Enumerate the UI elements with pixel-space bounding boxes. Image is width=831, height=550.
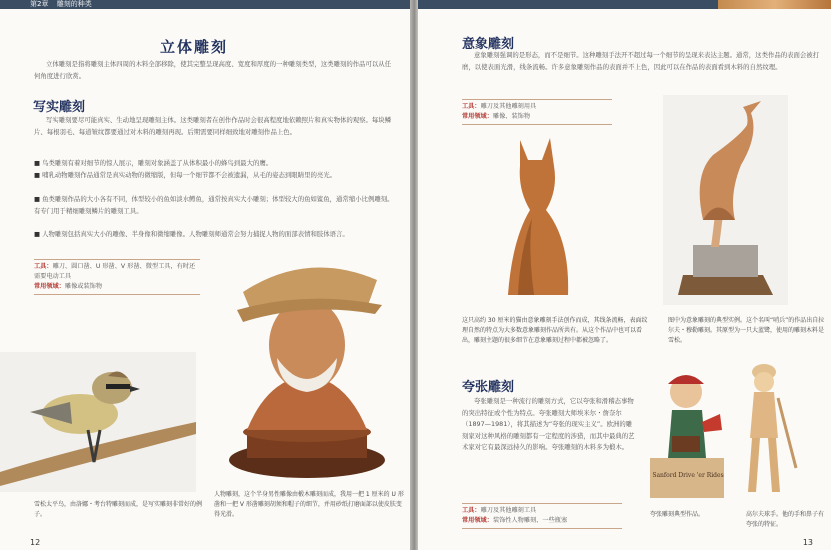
- caricature-fields-label: 常用领域：: [462, 517, 493, 524]
- caricature-paragraph: 夸张雕刻是一种流行的雕刻方式，它以夸张和滑稽态事物的突出特征或个性为特点。夸张雕刻大师埃米尔・詹奈尔（1897—1981），将其描述为“夸张的现实主义”。欧洲的雕刻家对这种风格的雕刻都有一定程度的涉猎，而其中最典的艺术家对它有最深远持久的影响。夸张雕刻的木料多为椴木。: [462, 397, 635, 451]
- bullet-fish: ■ 鱼类雕刻作品的大小各有不同，体型较小的鱼如淡水鳟鱼，通常按真实大小雕刻；体型较大的鱼如鲨鱼，通常缩小比例雕刻。有专门用于精细雕刻鳞片的雕刻工具。: [34, 194, 394, 217]
- caricature-tools-box: [462, 503, 622, 529]
- section-heading-abstract: 意象雕刻: [462, 37, 515, 52]
- realistic-paragraph: 写实雕刻要尽可能真实、生动地呈现雕刻主体。这类雕刻者在创作作品时会很高程度地依赖照片和真实物体的观察。每块鳞片、每根羽毛、每道皱纹都要通过对木料的雕刻再现。后期需要同样细致地对雕刻作品上色。: [34, 116, 392, 136]
- tools-line: [34, 262, 200, 282]
- realistic-tools-box: [34, 259, 200, 295]
- caricature-tools-label: 工具：: [462, 507, 481, 514]
- bird-illustration: [0, 352, 196, 492]
- chapter-header-bar-right: [418, 0, 718, 9]
- tools-value: 雕刀、圆口凿、U 形凿、V 形凿、微型工具，有时还需要电动工具: [34, 263, 196, 280]
- abstract-tools-value: 雕刀及其他雕刻用具: [480, 103, 537, 110]
- heron-illustration: [663, 95, 788, 305]
- sign-text: Sanford Drive 'er Rides: [652, 472, 724, 479]
- page-number-left: 12: [30, 538, 41, 547]
- page-title: 立体雕刻: [160, 38, 229, 56]
- caricature-tools-value: 雕刀及其他雕刻工具: [480, 507, 537, 514]
- bullet-mammals: ■ 哺乳动物雕刻作品通常是真实动物的微缩版，但每一个细节都不会被遗漏，从毛的姿态到眼睛里的亮光。: [34, 170, 394, 182]
- heron-caption: 图中为意象雕刻的典型实例。这个名叫“哨兵”的作品出自拉尔夫・穆勒雕刻。其原型为一只大蓝鹭，使用的雕刻木料是雪松。: [668, 317, 825, 344]
- fields-line: [34, 282, 200, 292]
- bird-photo: [0, 352, 196, 492]
- chapter-header-bar: [0, 0, 412, 9]
- abstract-tools-label: 工具：: [462, 103, 481, 110]
- fields-label: 常用领域：: [34, 283, 65, 290]
- bird-caption: 雪松太平鸟，由洛娜・考台特雕刻而成，是写实雕刻非常好的例子。: [34, 501, 203, 518]
- abstract-tools-line: [462, 102, 612, 112]
- cat-illustration: [488, 130, 588, 305]
- tools-label: 工具：: [34, 263, 53, 270]
- pirate-photo: [642, 362, 732, 502]
- chapter-number: 第2章: [30, 0, 49, 8]
- bust-illustration: [207, 250, 407, 480]
- golfer-illustration: [734, 358, 804, 498]
- abstract-tools-box: [462, 99, 612, 125]
- bullet-figures: ■ 人物雕刻包括真实大小的雕像、半身像和微缩雕像。人物雕刻师通常会努力捕捉人物的面部表情和肢体语言。: [34, 229, 394, 241]
- pirate-caption: 夸张雕刻典型作品。: [650, 511, 705, 518]
- cat-photo: [488, 130, 588, 305]
- abstract-fields-line: [462, 112, 612, 122]
- bust-photo: [207, 250, 407, 480]
- header-wood-strip: [718, 0, 831, 9]
- fields-value: 雕像或装饰物: [64, 283, 103, 290]
- abstract-fields-value: 雕像、装饰物: [492, 113, 531, 120]
- intro-paragraph: 立体雕刻是指将雕刻主体四周的木料全部移除，使其完整呈现高度、宽度和厚度的一种雕刻类型，这类雕刻的作品可以从任何角度进行欣赏。: [34, 60, 392, 80]
- section-heading-realistic: 写实雕刻: [33, 100, 86, 115]
- abstract-paragraph: 意象雕刻强调的是形态，而不是细节。这种雕刻手法开不超过每一个细节的呈现来表达主题。通常，这类作品的表面会被打磨，以使表面光滑，线条流畅。许多意象雕刻作品的表面并不上色，因此可以在作品的表面看到木料的自然纹理。: [462, 51, 820, 71]
- cat-caption: 这只高约 30 厘米的猫由意象雕刻手法创作而成，其线条流畅，表面纹理自然的特点为大多数意象雕刻作品所共有。从这个作品中也可以看出，雕刻主题的很多细节在意象雕刻过程中都被忽略了。: [462, 317, 648, 344]
- abstract-fields-label: 常用领域：: [462, 113, 493, 120]
- bullet-birds: ■ 鸟类雕刻有着对细节的惊人展示，雕刻对象涵盖了从体积最小的蜂鸟到最大的鹰。: [34, 158, 394, 170]
- left-page: [0, 0, 412, 550]
- heron-photo: [663, 95, 788, 305]
- section-heading-caricature: 夸张雕刻: [462, 380, 515, 395]
- right-page: [418, 0, 831, 550]
- chapter-title: 雕刻的种类: [56, 0, 92, 8]
- pirate-illustration: [642, 362, 732, 502]
- golfer-caption: 高尔夫球手。他的手和鼻子有夸张的特征。: [746, 511, 825, 528]
- caricature-tools-line: [462, 506, 622, 516]
- bust-caption: 人物雕刻，这个半身男性雕像由椴木雕刻而成，我用一把 1 厘米的 U 形凿和一把 V 形凿雕刻胡须和帽子的细节，并用砂纸打磨面部以使皮肤变得光滑。: [214, 491, 404, 518]
- caricature-fields-line: [462, 516, 622, 526]
- page-number-right: 13: [802, 538, 813, 547]
- caricature-fields-value: 装饰性人物雕刻、一些瓶塞: [492, 517, 568, 524]
- golfer-photo: [734, 358, 804, 498]
